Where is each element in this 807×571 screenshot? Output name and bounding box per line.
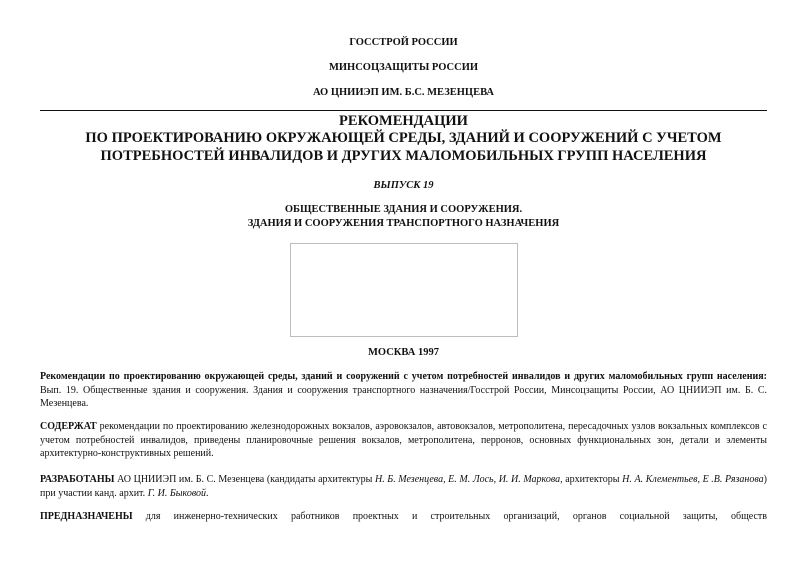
authors-names-1: Н. Б. Мезенцева, Е. М. Лось, И. И. Маркова,	[374, 474, 563, 485]
doc-title-line-2: ПО ПРОЕКТИРОВАНИЮ ОКРУЖАЮЩЕЙ СРЕДЫ, ЗДАНИЙ И СООРУЖЕНИЙ С УЧЕТОМ	[85, 130, 722, 146]
org-cniiep: АО ЦНИИЭП ИМ. Б.С. МЕЗЕНЦЕВА	[312, 87, 494, 98]
authors-label: РАЗРАБОТАНЫ	[40, 474, 115, 485]
subtitle-line-1: ОБЩЕСТВЕННЫЕ ЗДАНИЯ И СООРУЖЕНИЯ.	[284, 204, 523, 215]
contents-text: рекомендации по проектированию железнодорожных вокзалов, аэровокзалов, автовокзалов, метрополитена, пересадочных узлов вокзальных комплексов с учетом потребностей инвалидов, приведены планировочные решения вокзалов, метрополитена, перронов, основных функциональных зон, детали и элементы архитектурно-конструктивных решений.	[40, 421, 767, 460]
doc-title-line-3: ПОТРЕБНОСТЕЙ ИНВАЛИДОВ И ДРУГИХ МАЛОМОБИЛЬНЫХ ГРУПП НАСЕЛЕНИЯ	[100, 148, 707, 164]
audience-text: для инженерно-технических работников проектных и строительных организаций, органов социальной защиты, обществ	[132, 511, 767, 522]
authors-names-3: Г. И. Быковой	[147, 487, 207, 499]
authors-text-4: .	[206, 487, 209, 499]
city-year: МОСКВА 1997	[368, 347, 439, 358]
authors-text-2: архитекторы	[562, 474, 623, 485]
contents-label: СОДЕРЖАТ	[40, 421, 97, 432]
authors-text-3: ) при участии канд. архит.	[40, 474, 767, 499]
bibliographic-description	[40, 370, 767, 411]
issue-number: ВЫПУСК 19	[373, 180, 434, 191]
authors-names-2: Н. А. Клементьев, Е .В. Рязанова	[622, 474, 764, 485]
bib-title: Рекомендации по проектированию окружающей среды, зданий и сооружений с учетом потребностей инвалидов и других маломобильных групп населения:	[40, 371, 767, 382]
org-gosstroy: ГОССТРОЙ РОССИИ	[349, 37, 458, 48]
bib-text: Вып. 19. Общественные здания и сооружения. Здания и сооружения транспортного назначения/Госстрой России, Минсоцзащиты России, АО ЦНИИЭП им. Б. С. Мезенцева.	[40, 384, 767, 410]
authors-text-1: АО ЦНИИЭП им. Б. С. Мезенцева (кандидаты архитектуры	[114, 474, 375, 485]
authors-paragraph	[40, 473, 767, 500]
audience-label: ПРЕДНАЗНАЧЕНЫ	[40, 511, 133, 522]
subtitle-line-2: ЗДАНИЯ И СООРУЖЕНИЯ ТРАНСПОРТНОГО НАЗНАЧЕНИЯ	[247, 218, 560, 229]
contents-paragraph	[40, 420, 767, 461]
cover-image-placeholder	[290, 243, 518, 337]
audience-paragraph	[40, 510, 767, 524]
org-minsoczashity: МИНСОЦЗАЩИТЫ РОССИИ	[328, 62, 479, 73]
doc-title: РЕКОМЕНДАЦИИ	[339, 113, 468, 129]
header-divider	[40, 110, 767, 111]
